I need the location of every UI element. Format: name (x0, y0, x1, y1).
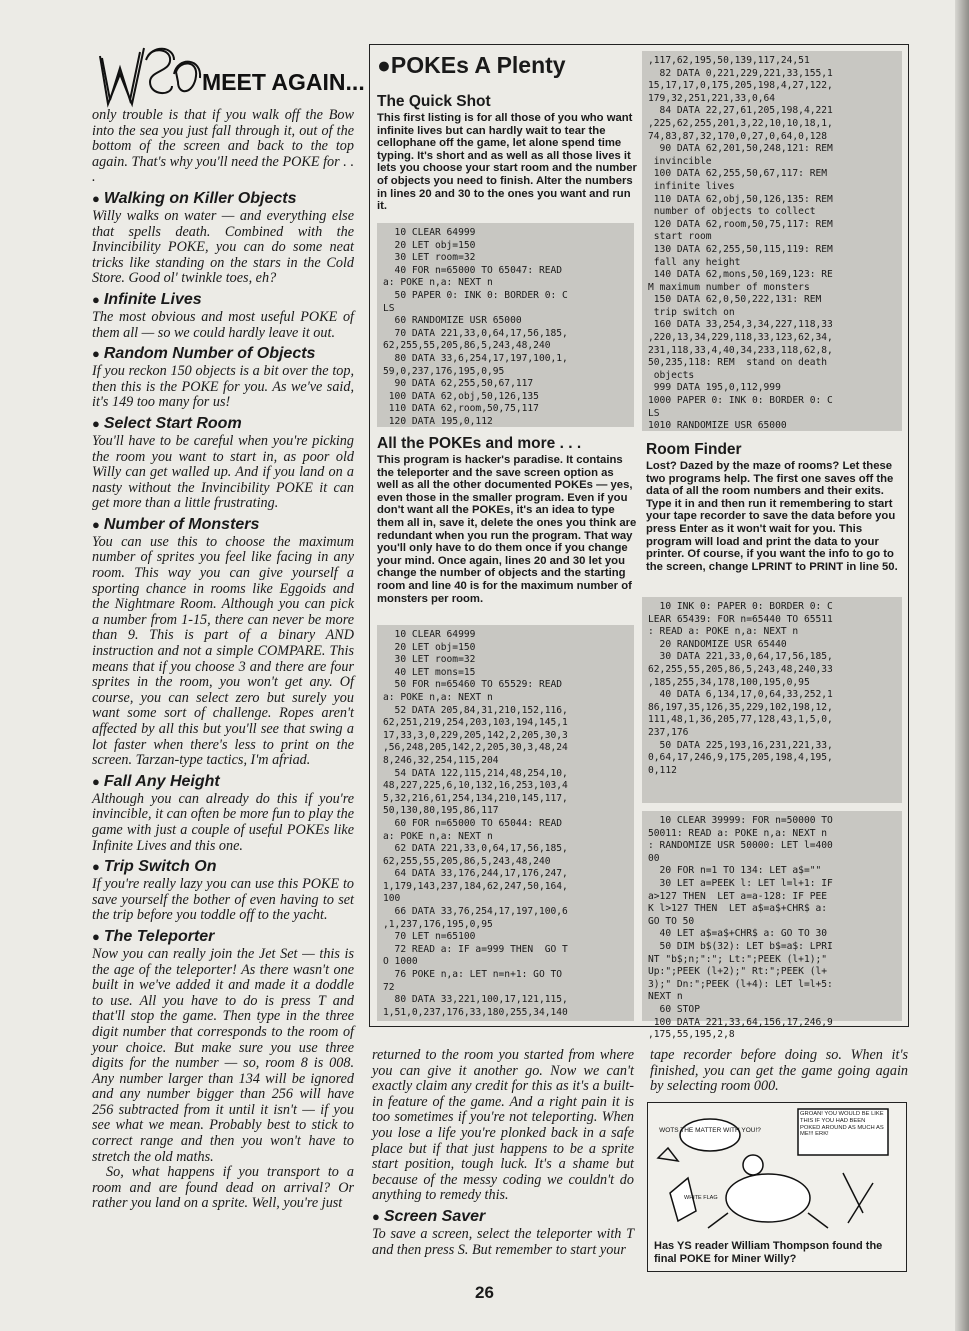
pokes-box (369, 44, 909, 1041)
section-heading: ● Fall Any Height (92, 772, 220, 790)
section-heading: ● Walking on Killer Objects (92, 189, 297, 207)
section-text: Although you can already do this if you're invincible, it can often be more fun to play the game with just a couple of useful POKEs like Infinite Lives and this one. (92, 790, 354, 854)
section-heading: ● Random Number of Objects (92, 345, 316, 363)
pokes-listing-continued: ,117,62,195,50,139,117,24,51 82 DATA 0,221,229,221,33,155,1 15,17,17,0,175,205,198,4,27,122, 179,32,251,221,33,0,64 84 DATA 22,27,61,205,198,4,221 ,225,62,255,201,3,22,10,10,18,1, 74,83,87,32,170,0,27,0,64,0,128 90 DATA 62,201,50,248,121: REM invincible 100 DATA 62,255,50,67,117: REM infinite lives 110 DATA 62,obj,50,126,135: REM number of objects to collect 120 DATA 62,room,50,75,117: REM start room 130 DATA 62,255,50,115,119: REM fall any height 140 DATA 62,mons,50,169,123: RE M maximum number of monsters 150 DATA 62,0,50,222,131: REM trip switch on 160 DATA 33,254,3,34,227,118,33 ,220,13,34,229,118,33,123,62,34, 231,118,33,4,40,34,233,118,62,8, 50,235,118: REM stand on death objects 999 DATA 195,0,112,999 1000 PAPER 0: INK 0: BORDER 0: C LS 1010 RANDOMIZE USR 65000 (642, 51, 902, 431)
logo-text: MEET AGAIN... (202, 69, 365, 95)
bottom-right-column (650, 1048, 908, 1095)
left-column (92, 108, 354, 1212)
room-finder-heading: Room Finder (646, 441, 742, 458)
section-heading: ● Trip Switch On (92, 858, 217, 876)
cartoon-bubble-right: GROAN! YOU WOULD BE LIKE THIS IF YOU HAD BEEN POKED AROUND AS MUCH AS ME!!! ERK! (800, 1111, 884, 1138)
section-heading: ● Infinite Lives (92, 290, 202, 308)
quick-shot-heading: The Quick Shot (377, 93, 491, 110)
section-heading: ● Number of Monsters (92, 515, 260, 533)
room-finder-block (646, 441, 904, 573)
section-heading: ● Select Start Room (92, 414, 242, 432)
section-text: If you reckon 150 objects is a bit over the top, then this is the POKE for you. As we've said, it's 149 too many for us! (92, 363, 354, 411)
cartoon-illustration (648, 1103, 904, 1233)
all-pokes-listing: 10 CLEAR 64999 20 LET obj=150 30 LET room=32 40 LET mons=15 50 FOR n=65460 TO 65529: READ a: POKE n,a: NEXT n 52 DATA 205,84,31,210,152,116, 62,251,219,254,203,103,194,145,1 17,33,3,0,229,205,142,2,205,30,3 ,56,248,205,142,2,205,30,3,48,24 8,246,32,254,115,204 54 DATA 122,115,214,48,254,10, 48,227,225,6,10,132,16,253,103,4 5,32,216,61,254,134,210,145,117, 50,130,80,195,86,117 60 FOR n=65000 TO 65044: READ a: POKE n,a: NEXT n 62 DATA 221,33,0,64,17,56,185, 62,255,55,205,86,5,243,48,240 64 DATA 33,176,244,17,176,247, 1,179,143,237,184,62,247,50,164, 100 66 DATA 33,76,254,17,197,100,6 ,1,237,176,195,0,95 70 LET n=65100 72 READ a: IF a=999 THEN GO T O 1000 76 POKE n,a: LET n=n+1: GO TO 72 80 DATA 33,221,100,17,121,115, 1,51,0,237,176,33,180,255,34,140 (377, 625, 634, 1021)
we-meet-again-logo (92, 38, 365, 108)
bottom-paragraph: returned to the room you started from where you can give it another go. Now we can't exactly claim any credit for this as it's a built-in feature of the game. And a right pain it is too sometimes if you're not teleporting. When you lose a life you're plonked back in a safe place but if that just happens to be a sprite start position, tough luck. It's a shame but because of the messy coding we couldn't do anything to remedy this. (372, 1047, 634, 1204)
room-finder-text: Lost? Dazed by the maze of rooms? Let these two programs help. The first one saves off the data of all the room numbers and their exits. Type it in and then run it remembering to start your tape recorder to save the data before you press Enter as it won't wait for you. This program will load and print the data to your printer. Of course, if you want the info to go to the screen, change LPRINT to PRINT in line 50. (646, 460, 898, 573)
cartoon-caption: Has YS reader William Thompson found the final POKE for Miner Willy? (654, 1240, 883, 1265)
section-heading: ● The Teleporter (92, 927, 215, 945)
room-finder-listing-1: 10 INK 0: PAPER 0: BORDER 0: C LEAR 65439: FOR n=65440 TO 65511 : READ a: POKE n,a: NEXT n 20 RANDOMIZE USR 65440 30 DATA 221,33,0,64,17,56,185, 62,255,55,205,86,5,243,48,240,33 ,185,255,34,178,100,195,0,95 40 DATA 6,134,17,0,64,33,252,1 86,197,35,126,35,229,102,198,12, 111,48,1,36,205,77,128,43,1,5,0, 237,176 50 DATA 225,193,16,231,221,33, 0,64,17,246,9,175,205,198,4,195, 0,112 (642, 597, 902, 803)
all-pokes-text: This program is hacker's paradise. It contains the teleporter and the save screen option as well as all the other documented POKEs — yes, even those in the smaller program. Even if you don't want all the POKEs, it's an idea to type them all in, save it, delete the ones you think are redundant when you run the program. That way you'll only have to do them once if you change your mind. Once again, lines 20 and 30 let you change the number of objects and the starting room and line 40 is for the maximum number of monsters per room. (377, 454, 637, 605)
section-text: You'll have to be careful when you're picking the room you want to start in, as poor old Willy can get walled up. And if you land on a nasty without the Invincibility POKE it can get more than a little frustrating. (92, 432, 354, 512)
section-text: You can use this to choose the maximum number of sprites you feel like facing in any room. This way you can give yourself a sporting chance in rooms like Eggoids and the Nightmare Room. Although you can pick a number from 1-15, there can never be more than 9. This is part of a binary AND instruction and not a simple COMPARE. This means that if you choose 3 and there are four sprites in the room, you won't get any. Of course, you can select zero but surely you want some sort of challenge. Ropes aren't affected by all this but you'll see that swing a lot faster when there's less to print on the screen. Tarzan-type tactics, I'm afriad. (92, 533, 354, 769)
section-text: If you're really lazy you can use this POKE to save yourself the bother of even having to set the trip before you toddle off to the yacht. (92, 876, 354, 924)
all-pokes-block (377, 435, 637, 605)
cartoon-flag-text: WHITE FLAG (684, 1195, 718, 1201)
page-number: 26 (475, 1283, 494, 1302)
bottom-middle-column (372, 1048, 634, 1258)
cartoon-bubble-left: WOTS THE MATTER WITH YOU!? (659, 1127, 761, 1134)
section-text: Now you can really join the Jet Set — this is the age of the teleporter! As there wasn't one built in we've added it and made it a doddle to use. All you have to do is press T and that'll stop the game. Then type in the three digit number that corresponds to the room of your choice. But make sure you use three digits for the number — so, room 8 is 008. Any number larger than 134 will be ignored and any number bigger than 256 will have 256 subtracted from it until it isn't — if you see what we mean. Probably best to stick to correct range and then you won't have to stretch the old maths. (92, 945, 354, 1165)
all-pokes-heading: All the POKEs and more . . . (377, 435, 582, 452)
header-logo (92, 38, 365, 108)
section-text: Willy walks on water — and everything else that spells death. Combined with the Invincibility POKE, you can do some neat tricks like standing on the stars in the Cold Store. Good ol' twinkle toes, eh? (92, 207, 354, 287)
section-heading: ● Screen Saver (372, 1207, 486, 1225)
box-title: ●POKEs A Plenty (377, 52, 566, 78)
cartoon-box (647, 1102, 907, 1272)
section-text: So, what happens if you transport to a room and are found dead on arrival? Or rather you land on a sprite. Well, you're just (92, 1164, 354, 1212)
bullet-icon: ● (377, 52, 391, 78)
quick-shot-text: This first listing is for all those of you who want infinite lives but can hardly wait to tear the cellophane off the game, let alone spend time typing. It's short and as well as all those lives it lets you choose your start room and the number of objects you need to finish. Alter the numbers in lines 20 and 30 to the ones you want and run it. (377, 112, 637, 213)
section-text: To save a screen, select the teleporter with T and then press S. But remember to start your (372, 1225, 634, 1258)
bottom-right-paragraph: tape recorder before doing so. When it's finished, you can get the game going again by selecting room 000. (650, 1047, 908, 1095)
quick-shot-listing: 10 CLEAR 64999 20 LET obj=150 30 LET room=32 40 FOR n=65000 TO 65047: READ a: POKE n,a: NEXT n 50 PAPER 0: INK 0: BORDER 0: C LS 60 RANDOMIZE USR 65000 70 DATA 221,33,0,64,17,56,185, 62,255,55,205,86,5,243,48,240 80 DATA 33,6,254,17,197,100,1, 59,0,237,176,195,0,95 90 DATA 62,255,50,67,117 100 DATA 62,obj,50,126,135 110 DATA 62,room,50,75,117 120 DATA 195,0,112 (377, 223, 634, 427)
room-finder-listing-2: 10 CLEAR 39999: FOR n=50000 TO 50011: READ a: POKE n,a: NEXT n : RANDOMIZE USR 50000: LET l=400 00 20 FOR n=1 TO 134: LET a$="" 30 LET a=PEEK l: LET l=l+1: IF a>127 THEN LET a=a-128: IF PEE K l>127 THEN LET a$=a$+CHR$ a: GO TO 50 40 LET a$=a$+CHR$ a: GO TO 30 50 DIM b$(32): LET b$=a$: LPRI NT "b$;n;":"; Lt:";PEEK (l+1);" Up:";PEEK (l+2);" Rt:";PEEK (l+ 3);" Dn:";PEEK (l+4): LET l=l+5: NEXT n 60 STOP 100 DATA 221,33,64,156,17,246,9 ,175,55,195,2,8 (642, 811, 902, 1021)
intro-paragraph: only trouble is that if you walk off the Bow into the sea you just fall through it, out of the bottom of the screen and back to the top again. That's why you'll need the POKE for . . . (92, 107, 354, 186)
box-left-column (377, 51, 637, 213)
section-text: The most obvious and most useful POKE of them all — so we could hardly leave it out. (92, 308, 354, 341)
page-edge (955, 0, 969, 1331)
